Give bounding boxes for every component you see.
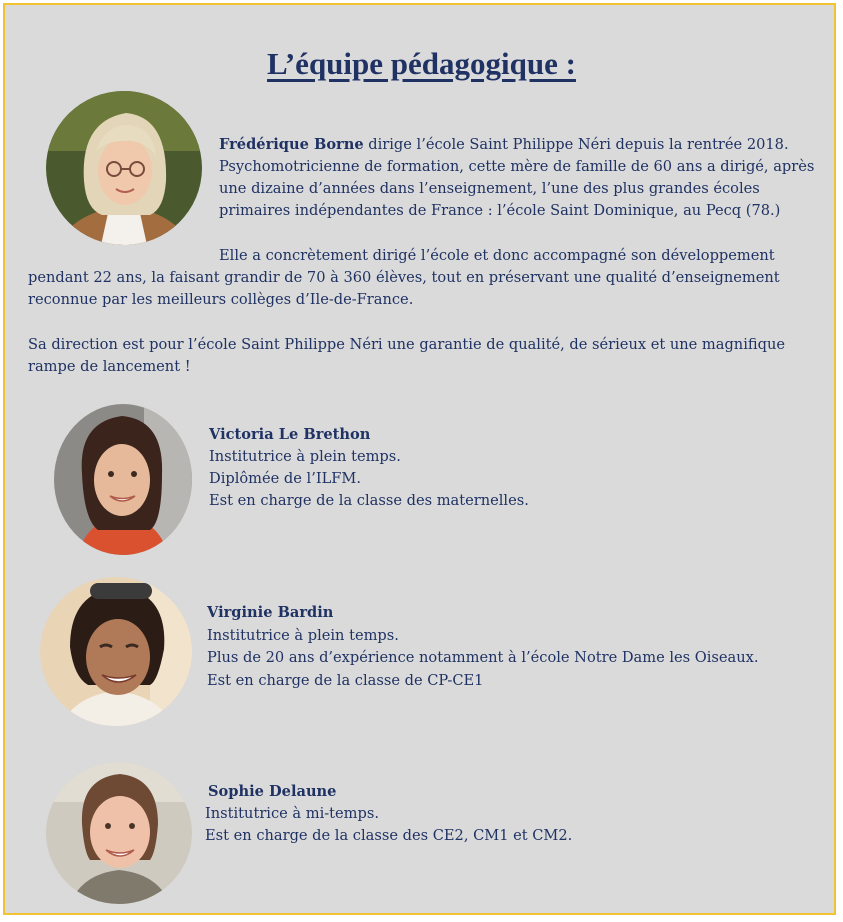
teacher-photo-sophie (46, 762, 192, 904)
teacher-name-sophie: Sophie Delaune (208, 783, 337, 800)
director-para3-line-2: rampe de lancement ! (28, 358, 191, 375)
teacher-line: Est en charge de la classe de CP-CE1 (207, 672, 484, 689)
teacher-name-virginie: Virginie Bardin (207, 604, 334, 621)
teacher-photo-victoria (54, 404, 192, 555)
director-line-1 (219, 134, 789, 156)
teacher-line: Plus de 20 ans d’expérience notamment à l’école Notre Dame les Oiseaux. (207, 649, 759, 666)
teacher-photo-virginie (40, 577, 192, 726)
teacher-line: Institutrice à mi-temps. (205, 805, 379, 822)
director-para2-line-2: pendant 22 ans, la faisant grandir de 70 à 360 élèves, tout en préservant une qualité d’enseignement (28, 269, 780, 286)
teacher-line: Institutrice à plein temps. (207, 627, 399, 644)
page-title: L’équipe pédagogique : (267, 46, 576, 81)
teacher-name-victoria: Victoria Le Brethon (209, 426, 371, 443)
teacher-line: Est en charge de la classe des CE2, CM1 et CM2. (205, 827, 573, 844)
director-line-2: Psychomotricienne de formation, cette mère de famille de 60 ans a dirigé, après (219, 158, 815, 175)
director-name: Frédérique Borne (219, 136, 364, 153)
director-para2-line-3: reconnue par les meilleurs collèges d’Ile-de-France. (28, 291, 414, 308)
director-line-3: une dizaine d’années dans l’enseignement, l’une des plus grandes écoles (219, 180, 760, 197)
teacher-line: Diplômée de l’ILFM. (209, 470, 362, 487)
director-para2-line-1: Elle a concrètement dirigé l’école et donc accompagné son développement (219, 247, 775, 264)
director-para3-line-1: Sa direction est pour l’école Saint Philippe Néri une garantie de qualité, de sérieux et une magnifique (28, 336, 785, 353)
director-photo (46, 91, 202, 245)
teacher-line: Institutrice à plein temps. (209, 448, 401, 465)
director-intro: dirige l’école Saint Philippe Néri depuis la rentrée 2018. (363, 136, 789, 153)
teacher-line: Est en charge de la classe des maternelles. (209, 492, 529, 509)
director-line-4: primaires indépendantes de France : l’école Saint Dominique, au Pecq (78.) (219, 202, 781, 219)
